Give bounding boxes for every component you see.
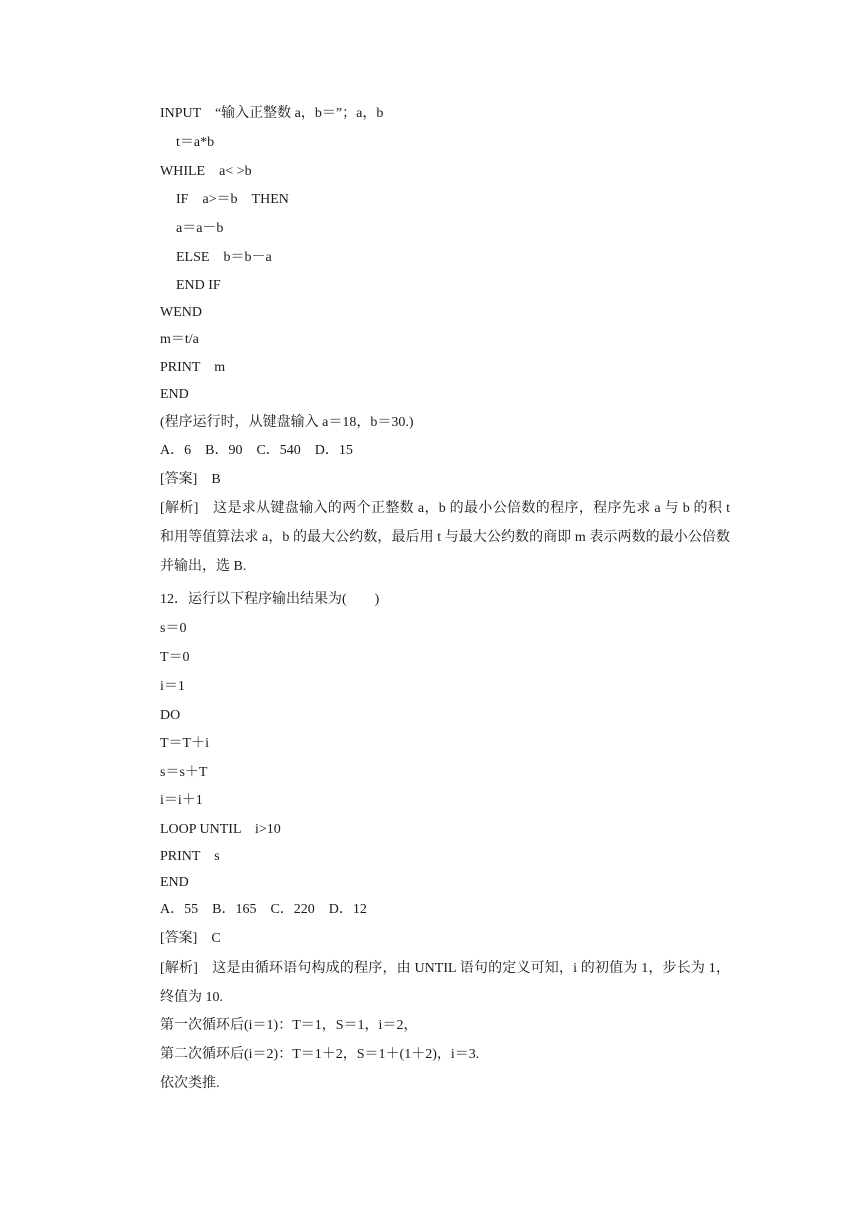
loop-step-3: 依次类推. — [160, 1076, 220, 1091]
code-line: DO — [160, 708, 181, 723]
analysis-paragraph — [130, 954, 730, 1012]
code-line: s＝0 — [160, 621, 187, 636]
code-line: IF a>＝b THEN — [176, 192, 289, 207]
analysis-text: [解析] 这是由循环语句构成的程序，由 UNTIL 语句的定义可知，i 的初值为 1，步长为 1，终值为 10. — [160, 961, 730, 1005]
code-line: PRINT s — [160, 849, 220, 864]
code-line: m＝t/a — [160, 332, 199, 347]
analysis-text: [解析] 这是求从键盘输入的两个正整数 a，b 的最小公倍数的程序，程序先求 a 与 b 的积 t 和用等值算法求 a，b 的最大公约数，最后用 t 与最大公约数的商即 m 表示两数的最小公倍数并输出，选 B. — [160, 501, 730, 574]
run-note: (程序运行时，从键盘输入 a＝18，b＝30.) — [160, 415, 414, 430]
code-line: INPUT “输入正整数 a，b＝”；a，b — [160, 106, 384, 121]
loop-step-2: 第二次循环后(i＝2)：T＝1＋2，S＝1＋(1＋2)，i＝3. — [160, 1047, 480, 1062]
code-line: T＝T＋i — [160, 736, 209, 751]
loop-step-1: 第一次循环后(i＝1)：T＝1，S＝1，i＝2， — [160, 1018, 418, 1033]
code-line: ELSE b＝b－a — [176, 250, 272, 265]
code-line: LOOP UNTIL i>10 — [160, 822, 281, 837]
code-line: END — [160, 387, 189, 402]
answer-label: [答案] C — [160, 931, 221, 946]
answer-label: [答案] B — [160, 472, 221, 487]
answer-options: A．6 B．90 C．540 D．15 — [160, 443, 353, 458]
code-line: END IF — [176, 278, 221, 293]
code-line: PRINT m — [160, 360, 226, 375]
code-line: i＝1 — [160, 679, 185, 694]
question-title: 12．运行以下程序输出结果为( ) — [160, 592, 380, 607]
code-line: s＝s＋T — [160, 765, 208, 780]
code-line: END — [160, 875, 189, 890]
code-line: T＝0 — [160, 650, 190, 665]
code-line: WHILE a< >b — [160, 164, 252, 179]
code-line: t＝a*b — [176, 135, 215, 150]
analysis-paragraph — [130, 494, 730, 581]
code-line: WEND — [160, 305, 202, 320]
answer-options: A．55 B．165 C．220 D．12 — [160, 902, 367, 917]
code-line: i＝i＋1 — [160, 793, 203, 808]
code-line: a＝a－b — [176, 221, 224, 236]
